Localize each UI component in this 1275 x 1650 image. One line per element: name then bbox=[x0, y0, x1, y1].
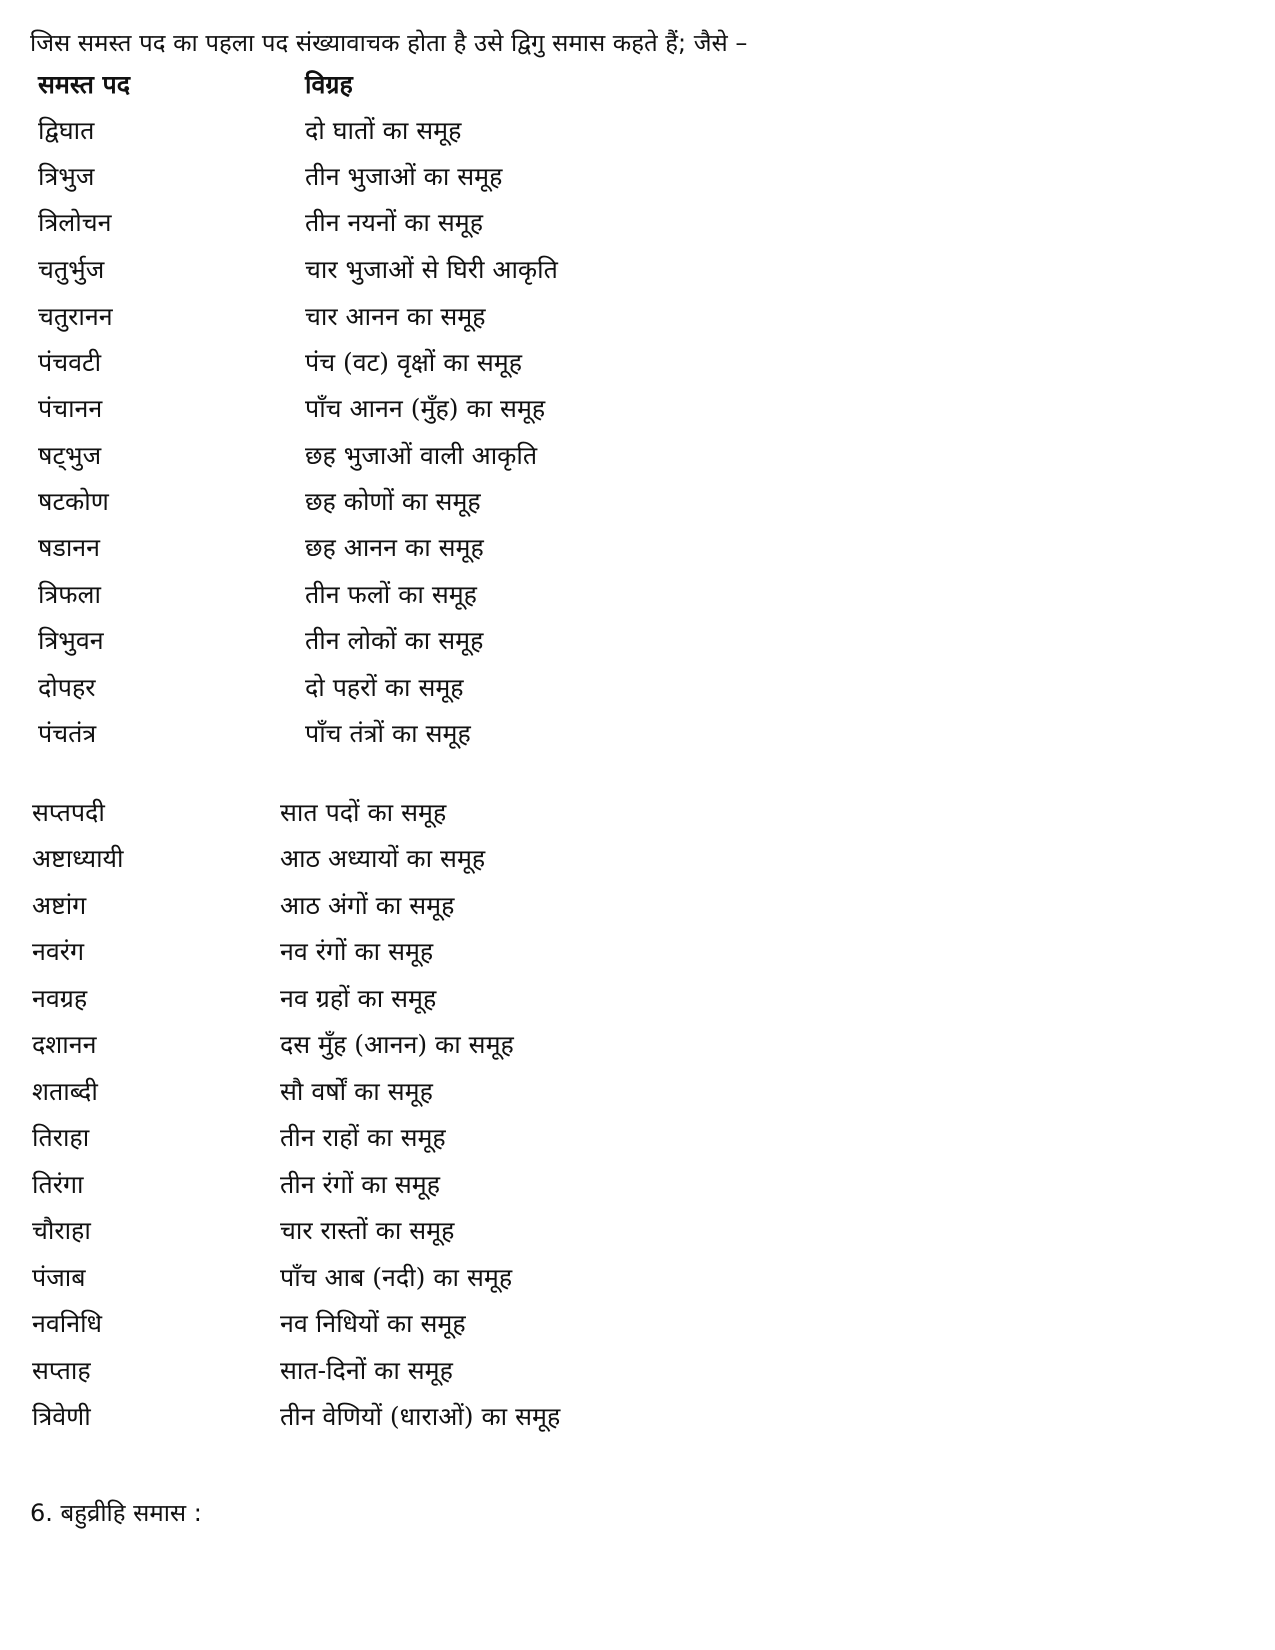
term-cell: चौराहा bbox=[32, 1216, 91, 1245]
term-cell: दोपहर bbox=[38, 673, 96, 702]
term-cell: षटकोण bbox=[38, 487, 109, 516]
table-row bbox=[0, 1162, 1275, 1208]
table-row bbox=[0, 108, 1275, 154]
table-row bbox=[0, 836, 1275, 882]
table-row bbox=[0, 1022, 1275, 1068]
meaning-cell: नव ग्रहों का समूह bbox=[280, 984, 437, 1013]
meaning-cell: छह कोणों का समूह bbox=[305, 487, 481, 516]
meaning-cell: पाँच आब (नदी) का समूह bbox=[280, 1263, 513, 1292]
term-cell: दशानन bbox=[32, 1030, 97, 1059]
meaning-cell: पंच (वट) वृक्षों का समूह bbox=[305, 348, 522, 377]
table-row bbox=[0, 711, 1275, 757]
meaning-cell: तीन फलों का समूह bbox=[305, 580, 477, 609]
section-heading: 6. बहुव्रीहि समास : bbox=[30, 1499, 202, 1527]
term-cell: त्रिवेणी bbox=[32, 1402, 91, 1431]
meaning-cell: तीन वेणियों (धाराओं) का समूह bbox=[280, 1402, 561, 1431]
meaning-cell: पाँच आनन (मुँह) का समूह bbox=[305, 394, 546, 423]
table-row bbox=[0, 1208, 1275, 1254]
meaning-cell: सौ वर्षों का समूह bbox=[280, 1077, 433, 1106]
meaning-cell: चार रास्तों का समूह bbox=[280, 1216, 455, 1245]
table-header bbox=[0, 62, 1275, 108]
term-cell: तिरंगा bbox=[32, 1170, 84, 1199]
column-header-term: समस्त पद bbox=[38, 70, 131, 99]
term-cell: द्विघात bbox=[38, 116, 95, 145]
meaning-cell: दो पहरों का समूह bbox=[305, 673, 464, 702]
table-row bbox=[0, 1394, 1275, 1440]
term-cell: सप्ताह bbox=[32, 1356, 91, 1385]
meaning-cell: पाँच तंत्रों का समूह bbox=[305, 719, 471, 748]
term-cell: पंजाब bbox=[32, 1263, 86, 1292]
table-row bbox=[0, 154, 1275, 200]
term-cell: नवरंग bbox=[32, 937, 85, 966]
table-row bbox=[0, 1115, 1275, 1161]
meaning-cell: सात पदों का समूह bbox=[280, 798, 447, 827]
term-cell: पंचानन bbox=[38, 394, 103, 423]
term-cell: नवनिधि bbox=[32, 1309, 102, 1338]
table-row bbox=[0, 883, 1275, 929]
term-cell: त्रिभुवन bbox=[38, 626, 104, 655]
meaning-cell: तीन रंगों का समूह bbox=[280, 1170, 441, 1199]
term-cell: अष्टांग bbox=[32, 891, 87, 920]
meaning-cell: तीन राहों का समूह bbox=[280, 1123, 446, 1152]
term-cell: पंचतंत्र bbox=[38, 719, 97, 748]
meaning-cell: चार भुजाओं से घिरी आकृति bbox=[305, 255, 558, 284]
meaning-cell: नव रंगों का समूह bbox=[280, 937, 434, 966]
table-row bbox=[0, 1348, 1275, 1394]
meaning-cell: नव निधियों का समूह bbox=[280, 1309, 466, 1338]
meaning-cell: दो घातों का समूह bbox=[305, 116, 462, 145]
term-cell: चतुरानन bbox=[38, 302, 113, 331]
meaning-cell: दस मुँह (आनन) का समूह bbox=[280, 1030, 514, 1059]
table-row bbox=[0, 479, 1275, 525]
table-row bbox=[0, 386, 1275, 432]
table-row bbox=[0, 618, 1275, 664]
term-cell: अष्टाध्यायी bbox=[32, 844, 124, 873]
table-row bbox=[0, 976, 1275, 1022]
meaning-cell: आठ अंगों का समूह bbox=[280, 891, 455, 920]
table-row bbox=[0, 1301, 1275, 1347]
table-row bbox=[0, 340, 1275, 386]
meaning-cell: सात-दिनों का समूह bbox=[280, 1356, 453, 1385]
table-row bbox=[0, 790, 1275, 836]
meaning-cell: आठ अध्यायों का समूह bbox=[280, 844, 486, 873]
term-cell: तिराहा bbox=[32, 1123, 90, 1152]
table-row bbox=[0, 572, 1275, 618]
table-row bbox=[0, 929, 1275, 975]
term-cell: पंचवटी bbox=[38, 348, 102, 377]
term-cell: सप्तपदी bbox=[32, 798, 105, 827]
table-row bbox=[0, 1069, 1275, 1115]
term-cell: षडानन bbox=[38, 533, 101, 562]
term-cell: त्रिलोचन bbox=[38, 208, 112, 237]
meaning-cell: चार आनन का समूह bbox=[305, 302, 486, 331]
term-cell: चतुर्भुज bbox=[38, 255, 105, 284]
term-cell: शताब्दी bbox=[32, 1077, 98, 1106]
table-row bbox=[0, 247, 1275, 293]
term-cell: षट्भुज bbox=[38, 441, 102, 470]
table-row bbox=[0, 433, 1275, 479]
table-row bbox=[0, 294, 1275, 340]
table-row bbox=[0, 1255, 1275, 1301]
term-cell: त्रिभुज bbox=[38, 162, 95, 191]
intro-text: जिस समस्त पद का पहला पद संख्यावाचक होता है उसे द्विगु समास कहते हैं; जैसे – bbox=[30, 29, 748, 57]
column-header-meaning: विग्रह bbox=[305, 70, 353, 99]
term-cell: त्रिफला bbox=[38, 580, 101, 609]
meaning-cell: तीन लोकों का समूह bbox=[305, 626, 484, 655]
term-cell: नवग्रह bbox=[32, 984, 88, 1013]
table-row bbox=[0, 525, 1275, 571]
table-row bbox=[0, 200, 1275, 246]
meaning-cell: तीन नयनों का समूह bbox=[305, 208, 483, 237]
meaning-cell: छह भुजाओं वाली आकृति bbox=[305, 441, 538, 470]
meaning-cell: तीन भुजाओं का समूह bbox=[305, 162, 503, 191]
table-row bbox=[0, 665, 1275, 711]
meaning-cell: छह आनन का समूह bbox=[305, 533, 484, 562]
